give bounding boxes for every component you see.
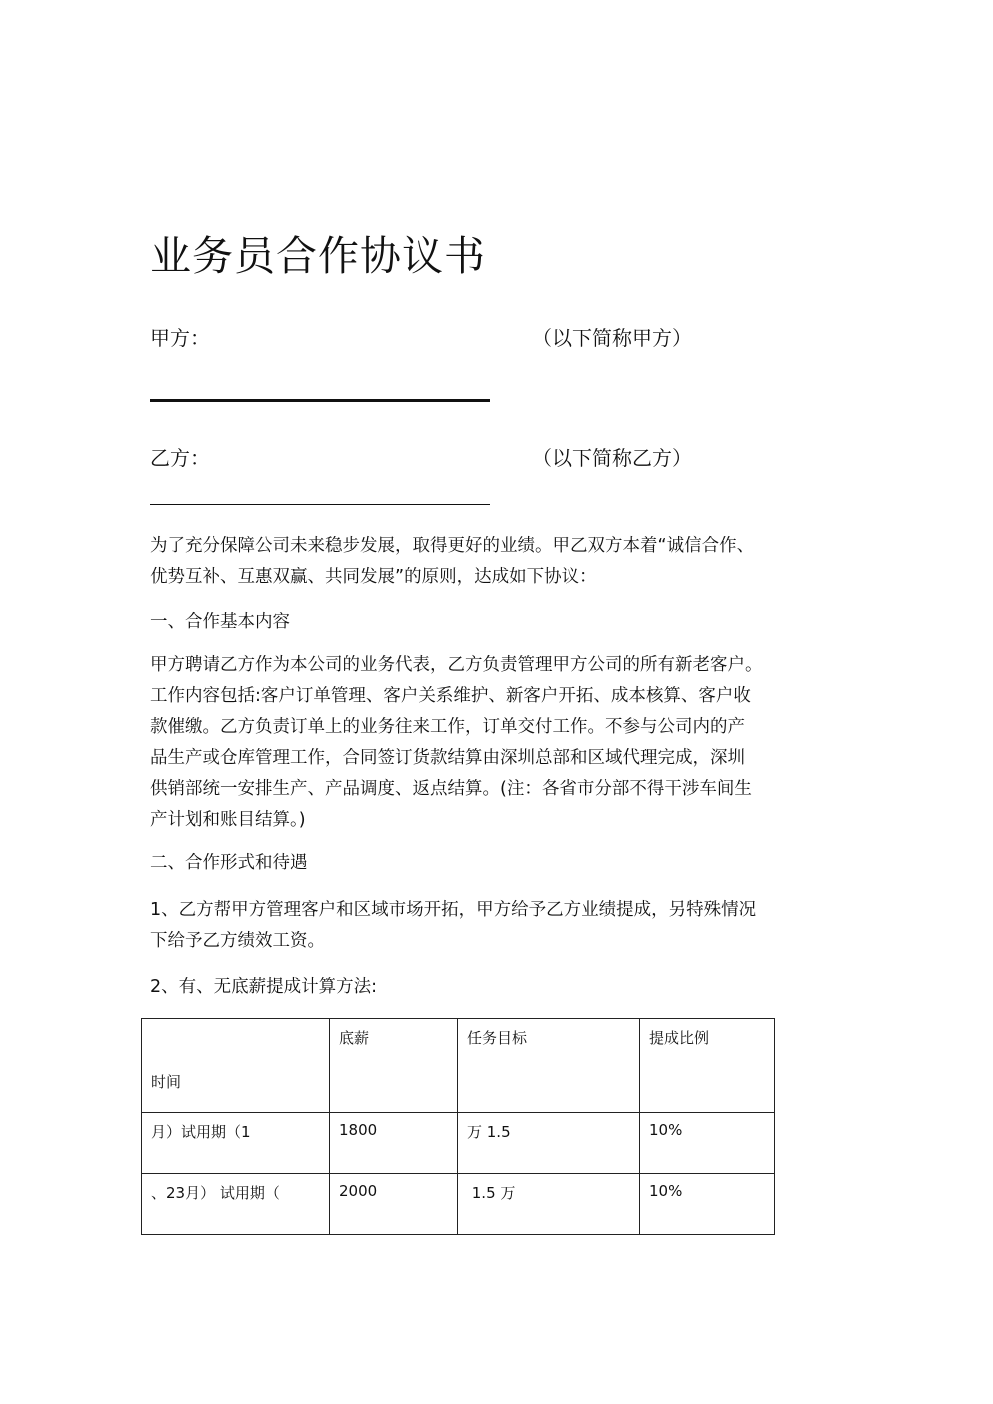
section-2-item-1: 1、乙方帮甲方管理客户和区域市场开拓，甲方给予乙方业绩提成，另特殊情况 下给予乙方绩效工资。 [150, 900, 757, 951]
section-1-body: 甲方聘请乙方作为本公司的业务代表，乙方负责管理甲方公司的所有新老客户。 工作内容包括:客户订单管理、客户关系维护、新客户开拓、成本核算、客户收 款催缴。乙方负责订单上的业务往来工作，订单交付工作。不参与公司内的产 品生产或仓库管理工作，合同签订货款结算由深圳总部和区域代理完成，深圳 供销部统一安排生产、产品调度、返点结算。(注：各省市分部不得干涉车间生 产计划和账目结算。) [150, 655, 763, 830]
commission-table [141, 1018, 775, 1235]
party-a-note: （以下简称甲方） [532, 326, 692, 350]
table-header-row [142, 1019, 775, 1113]
header-cell-time: 时间 [142, 1019, 330, 1113]
table-row [142, 1174, 775, 1235]
party-b-label: 乙方： [150, 446, 210, 470]
section-2-heading: 二、合作形式和待遇 [150, 853, 308, 873]
party-a-label: 甲方： [150, 326, 210, 350]
intro-paragraph: 为了充分保障公司未来稳步发展，取得更好的业绩。甲乙双方本着“诚信合作、 优势互补、互惠双赢、共同发展”的原则，达成如下协议： [150, 536, 755, 587]
table-cell: 10% [640, 1113, 775, 1174]
table-cell: 1.5 万 [458, 1174, 640, 1235]
table-cell: 2000 [330, 1174, 458, 1235]
table-cell: 10% [640, 1174, 775, 1235]
header-cell-commission-rate: 提成比例 [640, 1019, 775, 1113]
table-cell: 月）试用期（1 [142, 1113, 330, 1174]
table-cell: 万 1.5 [458, 1113, 640, 1174]
header-cell-base-salary: 底薪 [330, 1019, 458, 1113]
section-2-item-2: 2、有、无底薪提成计算方法: [150, 977, 378, 997]
document-title: 业务员合作协议书 [150, 232, 486, 280]
header-cell-target: 任务目标 [458, 1019, 640, 1113]
table-cell: 1800 [330, 1113, 458, 1174]
table-cell: 、23月） 试用期（ [142, 1174, 330, 1235]
party-b-note: （以下简称乙方） [532, 446, 692, 470]
party-b-signature-line [150, 504, 490, 505]
table-row [142, 1113, 775, 1174]
section-1-heading: 一、合作基本内容 [150, 612, 290, 632]
party-a-signature-line [150, 399, 490, 402]
